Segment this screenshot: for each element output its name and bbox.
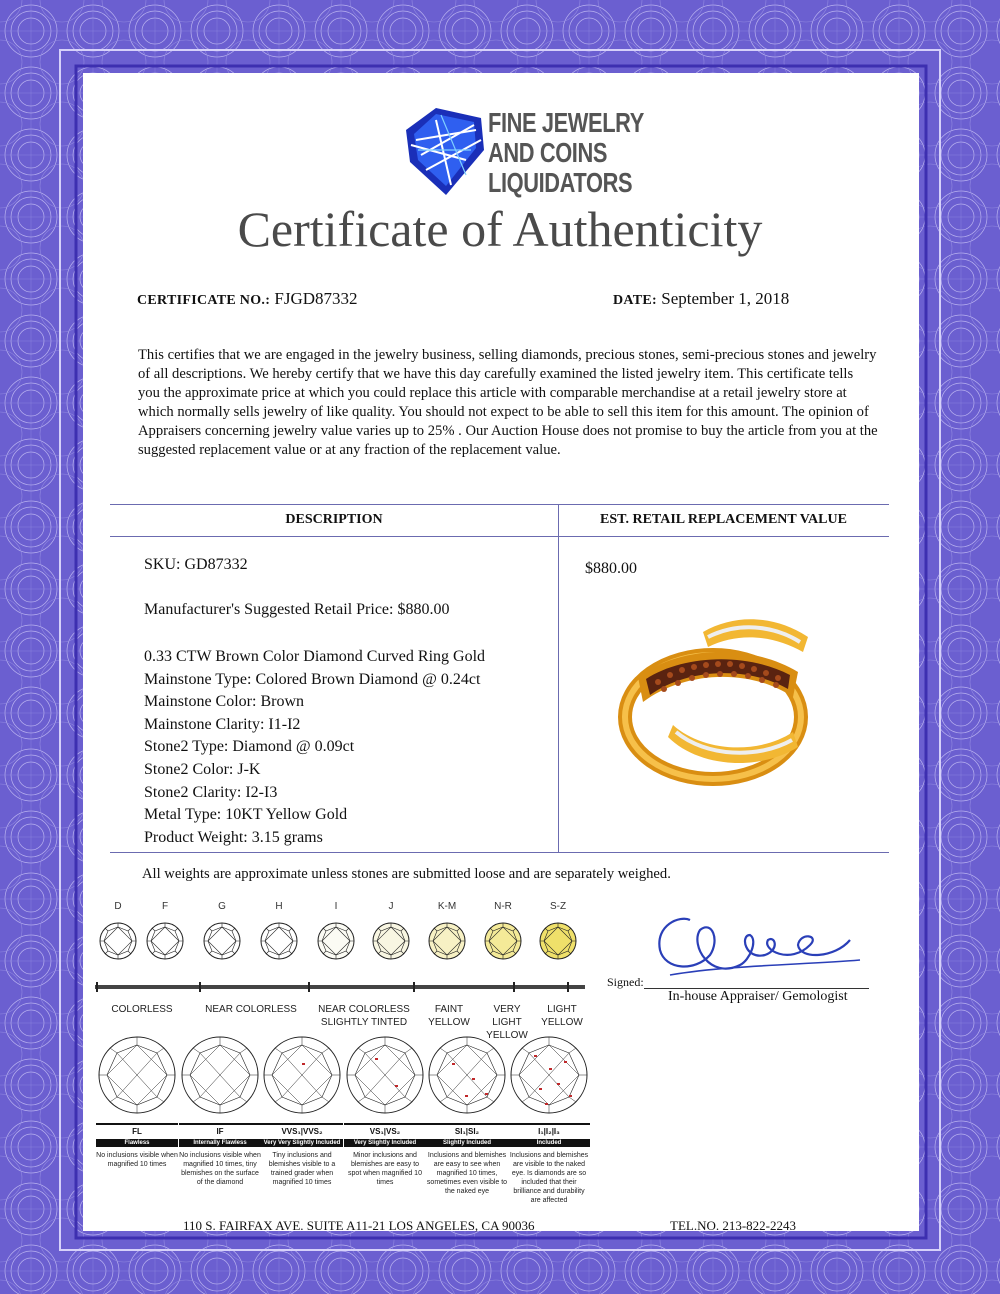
signed-label: Signed: (607, 975, 644, 989)
detail-line: Stone2 Clarity: I2-I3 (144, 783, 278, 801)
color-grade-label: N-R (494, 901, 512, 912)
replacement-value: $880.00 (585, 560, 637, 577)
diamond-color-icon (202, 921, 242, 961)
detail-line: Mainstone Color: Brown (144, 693, 304, 711)
clarity-name: Slightly Included (426, 1139, 508, 1147)
color-grade-label: J (388, 901, 394, 912)
diamond-color-icon (427, 921, 467, 961)
detail-line: Stone2 Color: J-K (144, 760, 261, 778)
clarity-diamond-icon (509, 1033, 589, 1118)
clarity-code: FL (96, 1123, 178, 1136)
certificate-no-value: FJGD87332 (274, 289, 358, 308)
appraiser-signature-icon (650, 910, 870, 990)
color-grade-label: K-M (437, 901, 457, 912)
appraiser-title: In-house Appraiser/ Gemologist (668, 989, 848, 1004)
sku: SKU: GD87332 (144, 556, 248, 573)
color-category-line1: LIGHT (547, 1004, 577, 1015)
msrp: Manufacturer's Suggested Retail Price: $880.00 (144, 601, 450, 618)
table-divider (558, 504, 559, 852)
color-category-line2: YELLOW (428, 1017, 470, 1028)
detail-line: 0.33 CTW Brown Color Diamond Curved Ring Gold (144, 648, 486, 665)
color-category-line2: YELLOW (541, 1017, 583, 1028)
color-category-line2: YELLOW (486, 1030, 528, 1041)
value-header: EST. RETAIL REPLACEMENT VALUE (600, 512, 847, 527)
clarity-code: VS₁|VS₂ (344, 1123, 426, 1136)
product-details (144, 646, 485, 849)
diamond-color-icon (259, 921, 299, 961)
certificate-number (137, 289, 358, 309)
diamond-color-icon (371, 921, 411, 961)
clarity-diamond-icon (180, 1033, 260, 1118)
brand-line-1: FINE JEWELRY (488, 107, 644, 138)
brand-line-2: AND COINS (488, 137, 608, 168)
footer-telephone: TEL.NO. 213-822-2243 (670, 1218, 797, 1233)
color-scale-bar (95, 982, 585, 994)
certificate-date (613, 289, 789, 309)
color-category-line1: VERY LIGHT (492, 1004, 522, 1028)
page-title: Certificate of Authenticity (237, 201, 763, 257)
date-label: DATE: (613, 293, 658, 308)
color-grade-label: D (114, 901, 122, 912)
diamond-color-icon (538, 921, 578, 961)
diamond-color-icon (98, 921, 138, 961)
color-category (426, 1003, 472, 1029)
color-category (537, 1003, 587, 1029)
clarity-description: Inclusions and blemishes are easy to see when magnified 10 times, sometimes even visible to the naked eye (426, 1152, 508, 1195)
clarity-diamond-icon (262, 1033, 342, 1118)
clarity-diamond-icon (427, 1033, 507, 1118)
clarity-name: Very Very Slightly Included (261, 1139, 343, 1147)
brand-line-3: LIQUIDATORS (488, 167, 633, 198)
clarity-description: No inclusions visible when magnified 10 times (96, 1152, 178, 1168)
footer-address: 110 S. FAIRFAX AVE. SUITE A11-21 LOS ANGELES, CA 90036 (183, 1218, 535, 1233)
color-category (312, 1003, 416, 1029)
color-grade-label: H (275, 901, 283, 912)
certification-paragraph: This certifies that we are engaged in the jewelry business, selling diamonds, precious stones, semi-precious stones and jewelry of all descriptions. We hereby certify that we have this day carefully examined the listed jewelry item. This certificate tells you the approximate price at which you could replace this article with comparable merchandise at a retail jewelry store at which normally sells jewelry of like quality. You should not expect to be able to sell this item for this amount. The opinion of Appraisers concerning jewelry value varies up to 25% . Our Auction House does not promise to buy the article from you at the suggested replacement value or at any fraction of the replacement value. (138, 347, 878, 458)
detail-line: Stone2 Type: Diamond @ 0.09ct (144, 738, 355, 756)
clarity-name: Internally Flawless (179, 1139, 261, 1147)
brand-wordmark (488, 108, 644, 198)
clarity-diamond-icon (97, 1033, 177, 1118)
diamond-color-icon (316, 921, 356, 961)
color-category-line2: SLIGHTLY TINTED (320, 1017, 408, 1028)
clarity-code: SI₁|SI₂ (426, 1123, 508, 1136)
detail-line: Metal Type: 10KT Yellow Gold (144, 806, 348, 824)
clarity-description: Inclusions and blemishes are visible to the naked eye. Is diamonds are so included that their brilliance and durability are affected (509, 1152, 589, 1204)
color-category-line1: NEAR COLORLESS (205, 1004, 297, 1015)
color-category (200, 1003, 302, 1016)
clarity-code: I₁|I₂|I₃ (508, 1123, 590, 1136)
detail-line: Mainstone Clarity: I1-I2 (144, 715, 301, 733)
clarity-name: Very Slightly Included (344, 1139, 426, 1147)
color-category-line1: NEAR COLORLESS (318, 1004, 410, 1015)
table-bottom-rule (110, 852, 889, 853)
clarity-description: No inclusions visible when magnified 10 times, tiny blemishes on the surface of the diamond (179, 1152, 261, 1186)
clarity-code: IF (179, 1123, 261, 1136)
diamond-color-icon (145, 921, 185, 961)
ring-image (608, 597, 818, 797)
diamond-color-icon (483, 921, 523, 961)
weight-note: All weights are approximate unless stones are submitted loose and are separately weighed. (142, 866, 671, 882)
clarity-code: VVS₁|VVS₂ (261, 1123, 343, 1136)
color-category (108, 1003, 176, 1016)
color-grade-label: I (334, 901, 338, 912)
color-category-line1: FAINT (434, 1004, 464, 1015)
color-grade-label: S-Z (549, 901, 567, 912)
color-category-line1: COLORLESS (111, 1004, 173, 1015)
color-grade-label: F (161, 901, 169, 912)
detail-line: Product Weight: 3.15 grams (144, 828, 323, 846)
clarity-diamond-icon (345, 1033, 425, 1118)
detail-line: Mainstone Type: Colored Brown Diamond @ 0.24ct (144, 670, 481, 688)
certificate-no-label: CERTIFICATE NO.: (137, 293, 271, 308)
table-header-rule (110, 536, 889, 537)
clarity-description: Minor inclusions and blemishes are easy to spot when magnified 10 times (348, 1152, 422, 1186)
table-top-rule (110, 504, 889, 505)
clarity-description: Tiny inclusions and blemishes visible to a trained grader when magnified 10 times (268, 1152, 336, 1186)
color-grade-label: G (218, 901, 226, 912)
date-value: September 1, 2018 (661, 289, 790, 308)
clarity-name: Included (508, 1139, 590, 1147)
clarity-name: Flawless (96, 1139, 178, 1147)
description-header: DESCRIPTION (285, 512, 383, 527)
